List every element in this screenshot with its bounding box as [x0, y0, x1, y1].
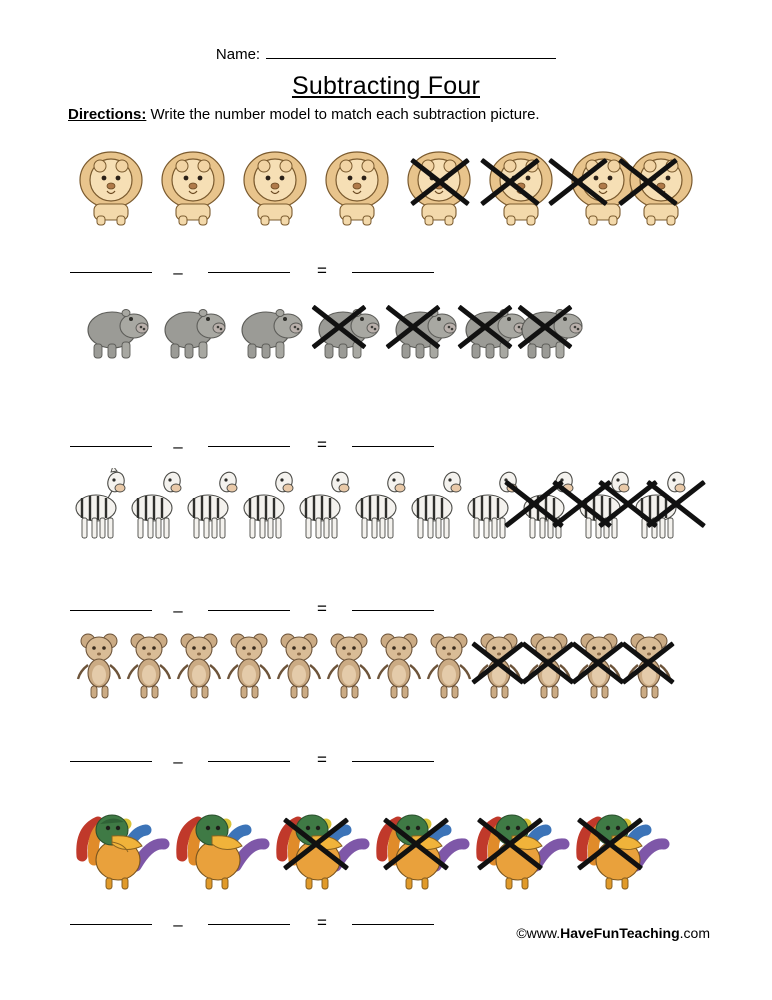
name-line — [0, 44, 772, 63]
problem-3-pictures — [0, 460, 772, 540]
mouse-icon — [572, 629, 628, 701]
zebra-icon — [66, 468, 128, 540]
zebra-icon — [458, 468, 520, 540]
hippo-icon — [232, 300, 304, 362]
turkey-icon — [72, 794, 170, 890]
lion-icon — [480, 146, 562, 226]
answer-blank-minuend[interactable] — [70, 924, 152, 925]
turkey-icon — [472, 794, 570, 890]
equals-sign: = — [317, 750, 327, 769]
equals-sign: = — [317, 261, 327, 280]
zebra-icon — [514, 468, 576, 540]
mouse-icon — [322, 629, 378, 701]
directions-text: Write the number model to match each subtraction picture. — [146, 106, 540, 123]
equals-sign: = — [317, 913, 327, 932]
answer-blank-minuend[interactable] — [70, 446, 152, 447]
equals-sign: = — [317, 435, 327, 454]
mouse-icon — [222, 629, 278, 701]
answer-blank-difference[interactable] — [352, 446, 434, 447]
turkey-icon — [572, 794, 670, 890]
problem-3-equation — [0, 596, 772, 626]
equals-sign: = — [317, 599, 327, 618]
lion-icon — [398, 146, 480, 226]
answer-blank-minuend[interactable] — [70, 610, 152, 611]
problem-1-pictures — [0, 136, 772, 226]
lion-icon — [316, 146, 398, 226]
mouse-icon — [72, 629, 128, 701]
minus-sign: – — [173, 915, 183, 934]
hippo-icon — [386, 300, 458, 362]
answer-blank-minuend[interactable] — [70, 272, 152, 273]
answer-blank-difference[interactable] — [352, 924, 434, 925]
zebra-icon — [290, 468, 352, 540]
answer-blank-difference[interactable] — [352, 610, 434, 611]
mouse-icon — [172, 629, 228, 701]
footer-domain: .com — [679, 925, 710, 941]
mouse-icon — [372, 629, 428, 701]
footer-brand: HaveFunTeaching — [560, 925, 680, 941]
minus-sign: – — [173, 437, 183, 456]
hippo-icon — [155, 300, 227, 362]
answer-blank-subtrahend[interactable] — [208, 272, 290, 273]
answer-blank-minuend[interactable] — [70, 761, 152, 762]
lion-icon — [70, 146, 152, 226]
problem-3 — [0, 460, 772, 626]
hippo-icon — [512, 300, 584, 362]
lion-icon — [152, 146, 234, 226]
zebra-icon — [570, 468, 632, 540]
answer-blank-subtrahend[interactable] — [208, 446, 290, 447]
problem-4 — [0, 625, 772, 777]
footer-copyright-prefix: ©www. — [516, 925, 561, 941]
minus-sign: – — [173, 263, 183, 282]
zebra-icon — [626, 468, 688, 540]
problem-1 — [0, 136, 772, 288]
hippo-icon — [309, 300, 381, 362]
turkey-icon — [172, 794, 270, 890]
minus-sign: – — [173, 601, 183, 620]
problem-5 — [0, 790, 772, 940]
answer-blank-difference[interactable] — [352, 272, 434, 273]
lion-icon — [234, 146, 316, 226]
mouse-icon — [522, 629, 578, 701]
problem-4-equation — [0, 747, 772, 777]
name-input-blank[interactable] — [266, 44, 556, 59]
zebra-icon — [234, 468, 296, 540]
mouse-icon — [272, 629, 328, 701]
answer-blank-subtrahend[interactable] — [208, 761, 290, 762]
zebra-icon — [122, 468, 184, 540]
lion-icon — [620, 146, 702, 226]
problem-2-pictures — [0, 290, 772, 362]
problem-2-equation — [0, 432, 772, 462]
name-label: Name: — [215, 46, 261, 63]
directions-label: Directions: — [68, 106, 147, 123]
turkey-icon — [272, 794, 370, 890]
minus-sign: – — [173, 752, 183, 771]
answer-blank-subtrahend[interactable] — [208, 610, 290, 611]
problem-2 — [0, 290, 772, 462]
turkey-icon — [372, 794, 470, 890]
problem-4-pictures — [0, 625, 772, 701]
page-title: Subtracting Four — [291, 72, 480, 100]
answer-blank-subtrahend[interactable] — [208, 924, 290, 925]
zebra-icon — [402, 468, 464, 540]
problem-1-equation — [0, 258, 772, 288]
hippo-icon — [78, 300, 150, 362]
directions — [68, 106, 540, 123]
mouse-icon — [422, 629, 478, 701]
problem-5-pictures — [0, 790, 772, 890]
mouse-icon — [622, 629, 678, 701]
answer-blank-difference[interactable] — [352, 761, 434, 762]
mouse-icon — [122, 629, 178, 701]
zebra-icon — [346, 468, 408, 540]
mouse-icon — [472, 629, 528, 701]
footer-copyright — [516, 925, 710, 941]
zebra-icon — [178, 468, 240, 540]
